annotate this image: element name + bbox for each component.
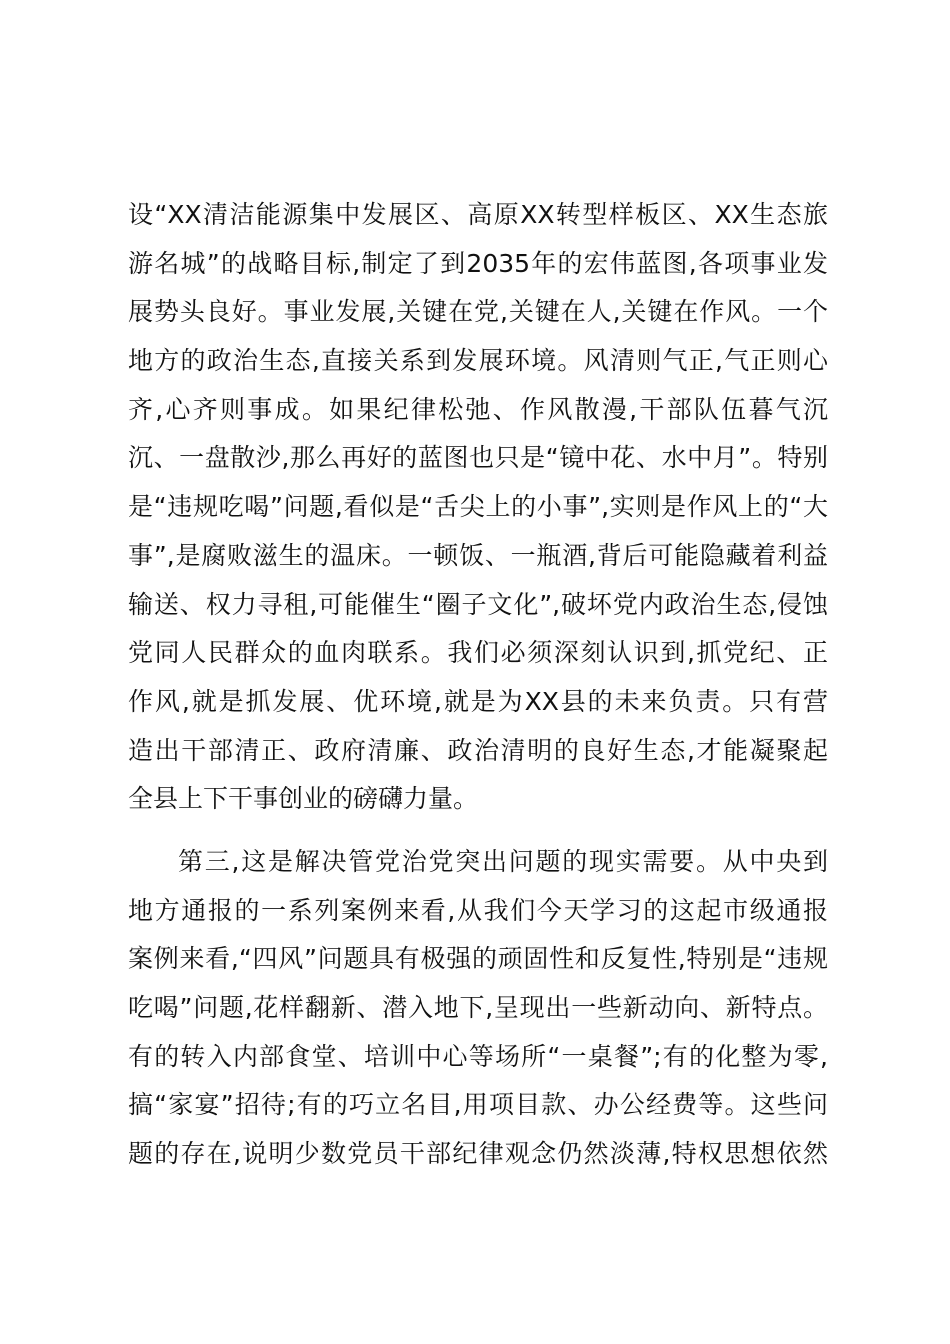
- text-line: 齐,心齐则事成。如果纪律松弛、作风散漫,干部队伍暮气沉: [128, 394, 828, 424]
- text-line: 地方通报的一系列案例来看,从我们今天学习的这起市级通报: [128, 895, 828, 925]
- text-line: 设“XX清洁能源集中发展区、高原XX转型样板区、XX生态旅: [128, 200, 828, 229]
- text-line: 有的转入内部食堂、培训中心等场所“一桌餐”;有的化整为零,: [128, 1041, 828, 1071]
- text-line: 作风,就是抓发展、优环境,就是为XX县的未来负责。只有营: [128, 686, 828, 716]
- text-line: 全县上下干事创业的磅礴力量。: [128, 784, 479, 814]
- paragraph-1: [128, 191, 828, 824]
- text-line: 游名城”的战略目标,制定了到2035年的宏伟蓝图,各项事业发: [128, 248, 828, 278]
- text-line: 事”,是腐败滋生的温床。一顿饭、一瓶酒,背后可能隐藏着利益: [128, 540, 828, 570]
- text-line: 搞“家宴”招待;有的巧立名目,用项目款、办公经费等。这些问: [128, 1090, 828, 1120]
- text-line: 输送、权力寻租,可能催生“圈子文化”,破坏党内政治生态,侵蚀: [128, 589, 828, 619]
- text-line: 沉、一盘散沙,那么再好的蓝图也只是“镜中花、水中月”。特别: [128, 443, 828, 473]
- paragraph-2: [128, 838, 828, 1179]
- text-line: 案例来看,“四风”问题具有极强的顽固性和反复性,特别是“违规: [128, 944, 828, 974]
- text-line: 是“违规吃喝”问题,看似是“舌尖上的小事”,实则是作风上的“大: [128, 492, 828, 522]
- text-line: 党同人民群众的血肉联系。我们必须深刻认识到,抓党纪、正: [128, 638, 828, 668]
- text-line: 第三,这是解决管党治党突出问题的现实需要。从中央到: [178, 847, 828, 876]
- text-line: 吃喝”问题,花样翻新、潜入地下,呈现出一些新动向、新特点。: [128, 993, 828, 1023]
- text-line: 地方的政治生态,直接关系到发展环境。风清则气正,气正则心: [128, 346, 828, 376]
- text-line: 题的存在,说明少数党员干部纪律观念仍然淡薄,特权思想依然: [128, 1139, 828, 1169]
- text-line: 展势头良好。事业发展,关键在党,关键在人,关键在作风。一个: [128, 297, 828, 327]
- text-line: 造出干部清正、政府清廉、政治清明的良好生态,才能凝聚起: [128, 735, 828, 765]
